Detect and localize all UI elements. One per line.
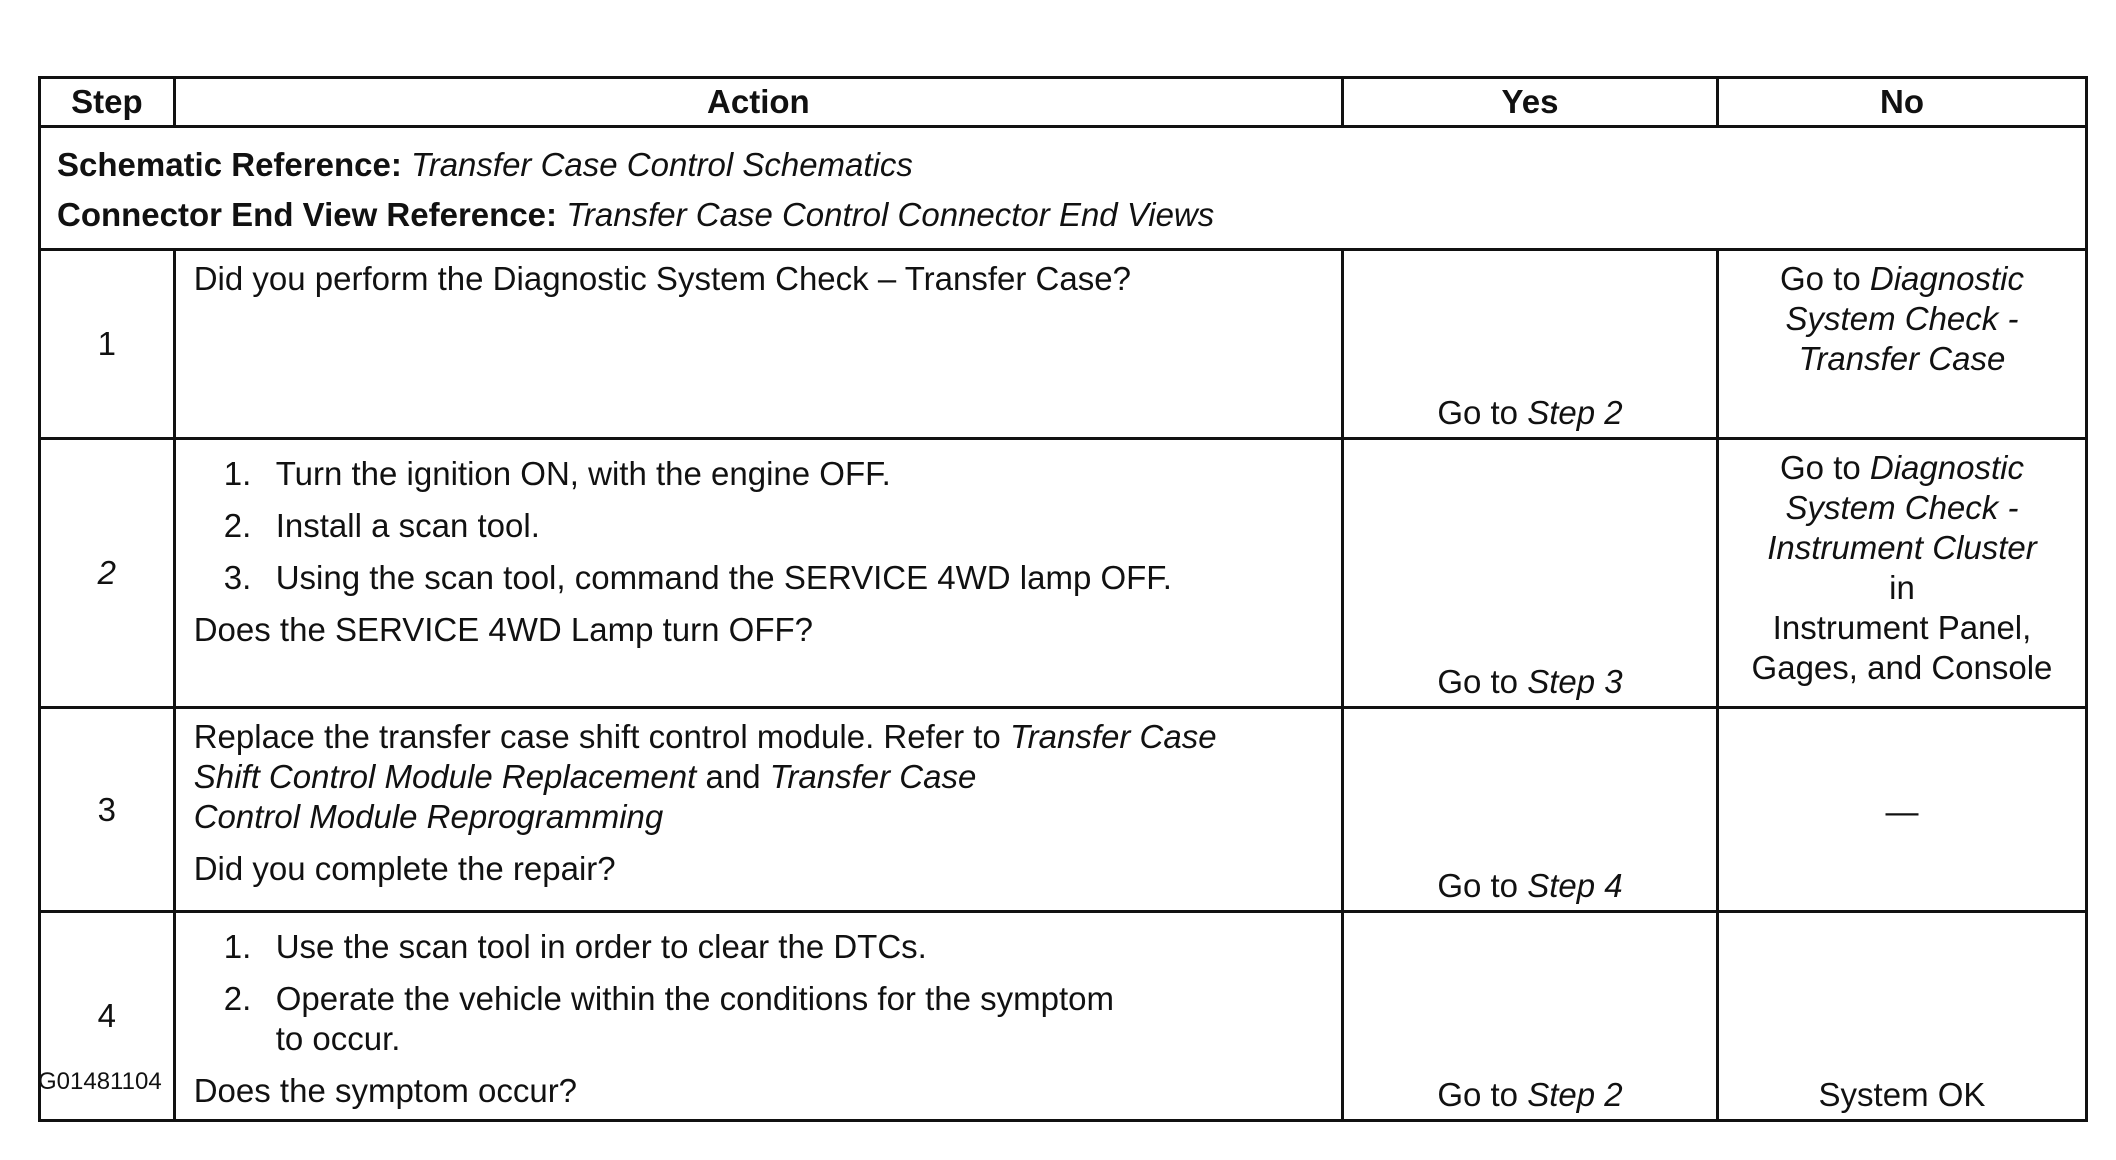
table-row bbox=[40, 250, 2087, 439]
list-item: 2. Operate the vehicle within the conditions for the symptom to occur. bbox=[223, 980, 1114, 1057]
step-number: 1 bbox=[40, 250, 175, 439]
reference-row bbox=[40, 127, 2087, 250]
action-question: Does the SERVICE 4WD Lamp turn OFF? bbox=[193, 611, 814, 648]
list-item: 1. Use the scan tool in order to clear the DTCs. bbox=[223, 928, 927, 965]
action-cell bbox=[174, 912, 1342, 1121]
no-prefix: Go to bbox=[1780, 449, 1861, 486]
no-cell: System OK bbox=[1717, 912, 2086, 1121]
no-link-line1[interactable]: Diagnostic bbox=[1869, 449, 2024, 486]
action-link-replacement-b[interactable]: Shift Control Module Replacement bbox=[193, 758, 697, 795]
action-intro: Replace the transfer case shift control module. Refer to bbox=[193, 718, 1001, 755]
no-link-line1[interactable]: Diagnostic bbox=[1869, 260, 2024, 297]
connector-reference-link[interactable]: Transfer Case Control Connector End Views bbox=[566, 196, 1215, 233]
action-and: and bbox=[705, 758, 761, 795]
yes-prefix: Go to bbox=[1437, 394, 1519, 431]
header-row bbox=[40, 78, 2087, 127]
action-link-reprogramming-b[interactable]: Control Module Reprogramming bbox=[193, 798, 664, 835]
yes-prefix: Go to bbox=[1437, 867, 1519, 904]
action-cell bbox=[174, 708, 1342, 912]
action-list bbox=[194, 927, 1331, 1059]
table-row bbox=[40, 439, 2087, 708]
no-link-line3[interactable]: Instrument Cluster bbox=[1767, 529, 2037, 566]
no-ref-line1: Instrument Panel, bbox=[1772, 609, 2032, 646]
action-text: Did you perform the Diagnostic System Check – Transfer Case? bbox=[193, 260, 1131, 297]
header-action: Action bbox=[174, 78, 1342, 127]
reference-cell bbox=[40, 127, 2087, 250]
schematic-reference bbox=[57, 140, 2085, 190]
action-cell bbox=[174, 439, 1342, 708]
schematic-reference-label: Schematic Reference: bbox=[57, 146, 402, 183]
step-number: 3 bbox=[40, 708, 175, 912]
no-link-line3[interactable]: Transfer Case bbox=[1798, 340, 2006, 377]
no-cell: — bbox=[1717, 708, 2086, 912]
yes-prefix: Go to bbox=[1437, 1076, 1519, 1113]
table-row bbox=[40, 708, 2087, 912]
header-no: No bbox=[1717, 78, 2086, 127]
no-cell bbox=[1717, 439, 2086, 708]
action-question: Does the symptom occur? bbox=[193, 1072, 578, 1109]
figure-id: G01481104 bbox=[38, 1068, 162, 1095]
connector-reference-label: Connector End View Reference: bbox=[57, 196, 558, 233]
yes-step-link[interactable]: Step 4 bbox=[1527, 867, 1623, 904]
no-in-text: in bbox=[1889, 569, 1915, 606]
yes-step-link[interactable]: Step 2 bbox=[1527, 1076, 1623, 1113]
yes-cell bbox=[1342, 250, 1717, 439]
yes-step-link[interactable]: Step 3 bbox=[1527, 663, 1623, 700]
no-ref-line2: Gages, and Console bbox=[1751, 649, 2053, 686]
header-yes: Yes bbox=[1342, 78, 1717, 127]
header-step: Step bbox=[40, 78, 175, 127]
step-number: 4 bbox=[40, 912, 175, 1121]
no-cell bbox=[1717, 250, 2086, 439]
no-link-line2[interactable]: System Check - bbox=[1785, 300, 2019, 337]
schematic-reference-link[interactable]: Transfer Case Control Schematics bbox=[411, 146, 913, 183]
list-item: 1. Turn the ignition ON, with the engine OFF. bbox=[223, 455, 891, 492]
list-item: 2. Install a scan tool. bbox=[223, 507, 540, 544]
list-item: 3. Using the scan tool, command the SERVICE 4WD lamp OFF. bbox=[223, 559, 1172, 596]
no-link-line2[interactable]: System Check - bbox=[1785, 489, 2019, 526]
step-number: 2 bbox=[40, 439, 175, 708]
no-prefix: Go to bbox=[1780, 260, 1861, 297]
action-list bbox=[194, 454, 1331, 598]
connector-reference bbox=[57, 190, 2085, 240]
action-question: Did you complete the repair? bbox=[193, 850, 616, 887]
yes-prefix: Go to bbox=[1437, 663, 1519, 700]
yes-step-link[interactable]: Step 2 bbox=[1527, 394, 1623, 431]
diagnostic-table bbox=[38, 76, 2088, 1122]
action-cell bbox=[174, 250, 1342, 439]
action-link-reprogramming-a[interactable]: Transfer Case bbox=[769, 758, 977, 795]
action-text bbox=[194, 717, 1331, 837]
yes-cell bbox=[1342, 439, 1717, 708]
action-link-replacement-a[interactable]: Transfer Case bbox=[1009, 718, 1217, 755]
yes-cell bbox=[1342, 912, 1717, 1121]
table-row bbox=[40, 912, 2087, 1121]
yes-cell bbox=[1342, 708, 1717, 912]
